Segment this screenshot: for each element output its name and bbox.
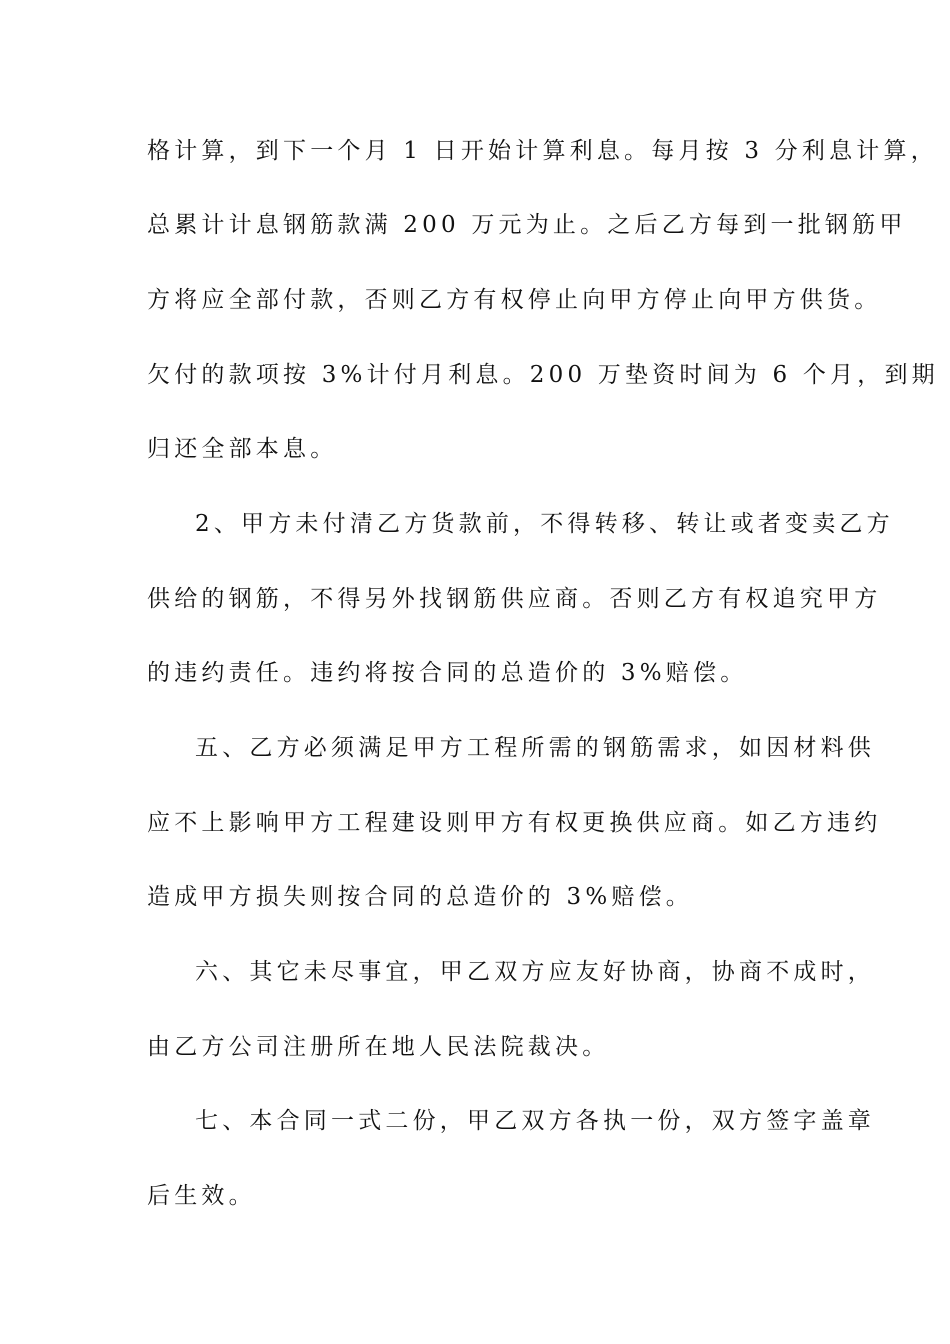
paragraph-first-line: 2、甲方未付清乙方货款前，不得转移、转让或者变卖乙方 (195, 511, 894, 537)
text-line: 欠付的款项按 3%计付月利息。200 万垫资时间为 6 个月，到期 (147, 362, 939, 388)
paragraph-first-line: 五、乙方必须满足甲方工程所需的钢筋需求，如因材料供 (195, 735, 875, 761)
text-line: 应不上影响甲方工程建设则甲方有权更换供应商。如乙方违约 (147, 810, 882, 836)
text-line: 造成甲方损失则按合同的总造价的 3%赔偿。 (147, 884, 693, 910)
text-line: 由乙方公司注册所在地人民法院裁决。 (147, 1034, 610, 1060)
paragraph-first-line: 七、本合同一式二份，甲乙双方各执一份，双方签字盖章 (195, 1108, 875, 1134)
text-line: 格计算，到下一个月 1 日开始计算利息。每月按 3 分利息计算， (147, 138, 938, 164)
paragraph-first-line: 六、其它未尽事宜，甲乙双方应友好协商，协商不成时， (195, 959, 875, 985)
text-line: 总累计计息钢筋款满 200 万元为止。之后乙方每到一批钢筋甲 (147, 212, 907, 238)
text-line: 供给的钢筋，不得另外找钢筋供应商。否则乙方有权追究甲方 (147, 586, 882, 612)
text-line: 归还全部本息。 (147, 436, 338, 462)
text-line: 方将应全部付款，否则乙方有权停止向甲方停止向甲方供货。 (147, 287, 882, 313)
text-line: 后生效。 (147, 1183, 256, 1209)
text-line: 的违约责任。违约将按合同的总造价的 3%赔偿。 (147, 660, 748, 686)
